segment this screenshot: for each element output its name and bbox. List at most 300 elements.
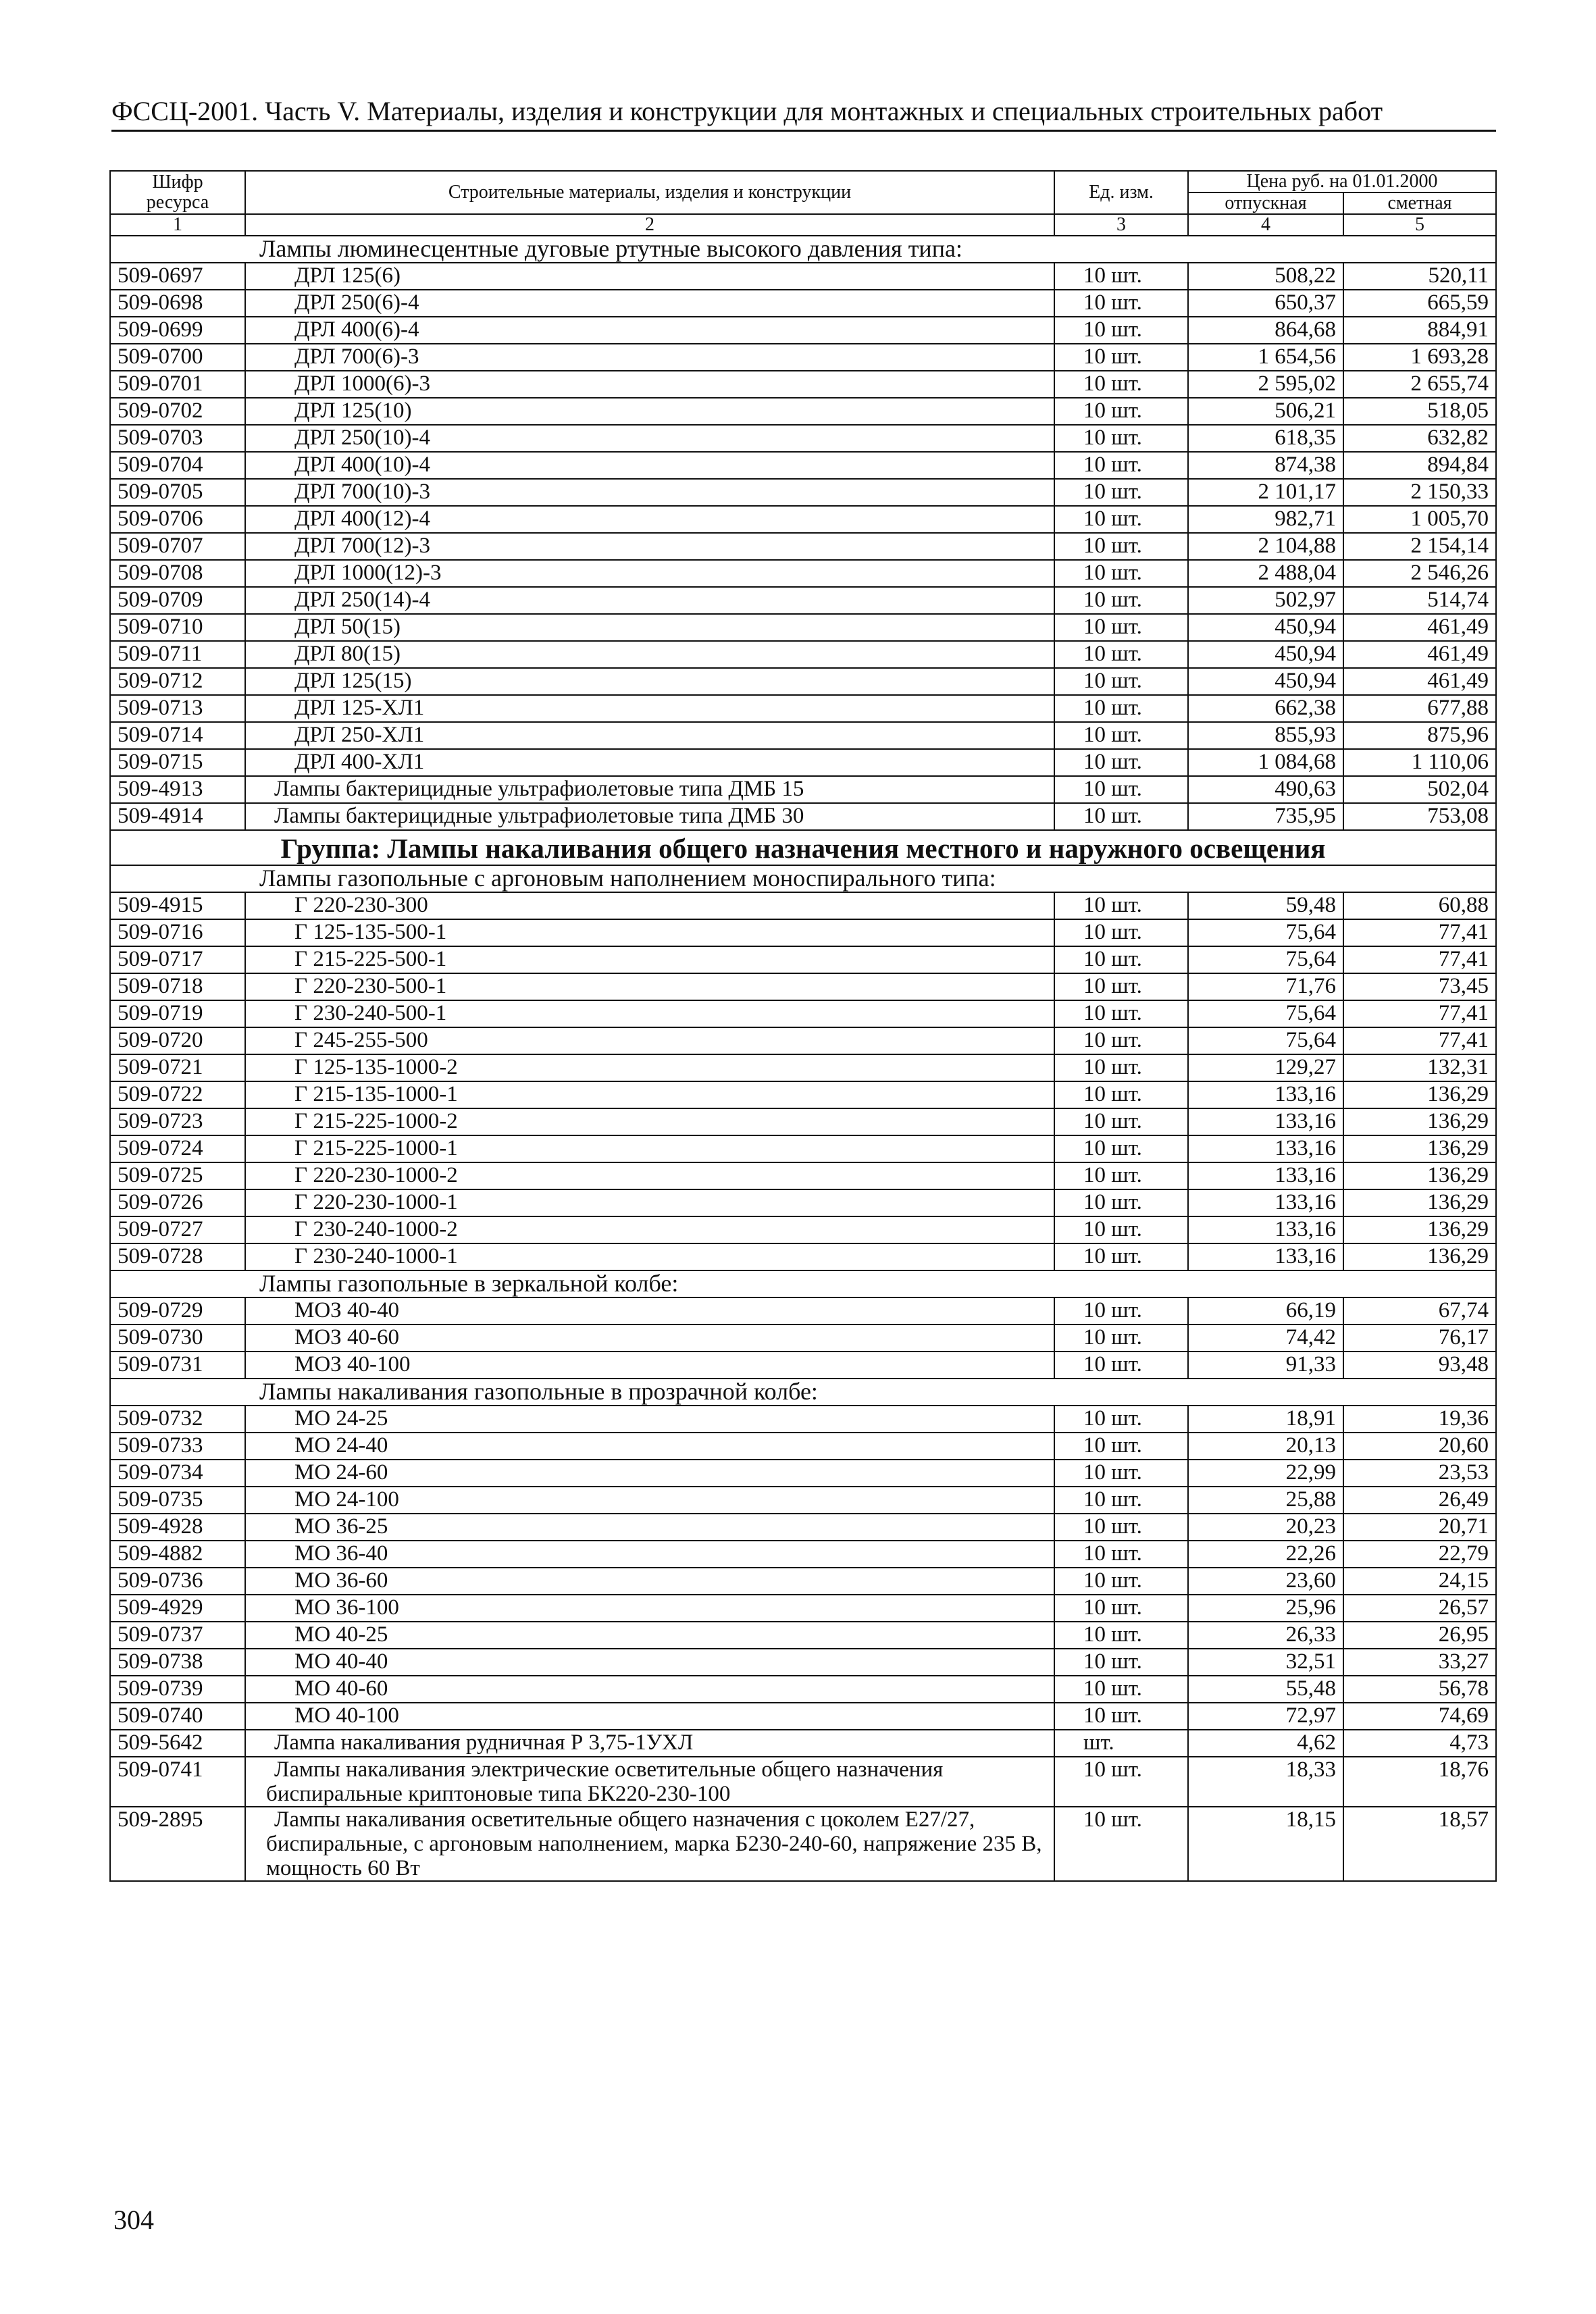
cell-code: 509-0708 (110, 560, 245, 587)
cell-release-price: 26,33 (1188, 1622, 1343, 1649)
cell-release-price: 450,94 (1188, 668, 1343, 695)
cell-code: 509-0710 (110, 614, 245, 641)
cell-release-price: 1 084,68 (1188, 749, 1343, 776)
cell-release-price: 133,16 (1188, 1162, 1343, 1189)
cell-release-price: 618,35 (1188, 425, 1343, 452)
cell-unit: 10 шт. (1054, 1541, 1188, 1568)
table-row (110, 1757, 1496, 1807)
table-row (110, 1216, 1496, 1243)
table-row (110, 1568, 1496, 1595)
cell-code: 509-0729 (110, 1297, 245, 1325)
cell-release-price: 133,16 (1188, 1108, 1343, 1135)
cell-unit: 10 шт. (1054, 1433, 1188, 1460)
cell-unit: 10 шт. (1054, 533, 1188, 560)
cell-unit: 10 шт. (1054, 1297, 1188, 1325)
cell-estimate-price: 136,29 (1343, 1162, 1496, 1189)
cell-release-price: 735,95 (1188, 803, 1343, 830)
cell-unit: 10 шт. (1054, 1027, 1188, 1054)
table-row (110, 749, 1496, 776)
cell-unit: 10 шт. (1054, 1460, 1188, 1487)
cell-unit: 10 шт. (1054, 973, 1188, 1000)
head-name: Строительные материалы, изделия и конструкции (245, 171, 1054, 214)
cell-release-price: 133,16 (1188, 1189, 1343, 1216)
table-row (110, 614, 1496, 641)
cell-release-price: 74,42 (1188, 1325, 1343, 1352)
table-row (110, 1135, 1496, 1162)
cell-release-price: 855,93 (1188, 722, 1343, 749)
table-row (110, 371, 1496, 398)
table-row (110, 1027, 1496, 1054)
cell-estimate-price: 894,84 (1343, 452, 1496, 479)
cell-name: МО 36-40 (245, 1541, 1054, 1568)
cell-code: 509-0697 (110, 263, 245, 290)
cell-estimate-price: 26,49 (1343, 1487, 1496, 1514)
cell-estimate-price: 461,49 (1343, 668, 1496, 695)
cell-unit: 10 шт. (1054, 1649, 1188, 1676)
cell-code: 509-4929 (110, 1595, 245, 1622)
cell-name: ДРЛ 1000(12)-3 (245, 560, 1054, 587)
cell-name (245, 1757, 1054, 1807)
cell-code: 509-0703 (110, 425, 245, 452)
table-row (110, 892, 1496, 919)
cell-estimate-price: 74,69 (1343, 1703, 1496, 1730)
cell-estimate-price: 33,27 (1343, 1649, 1496, 1676)
cell-code: 509-0724 (110, 1135, 245, 1162)
cell-name: ДРЛ 250-ХЛ1 (245, 722, 1054, 749)
cell-name: МО 40-25 (245, 1622, 1054, 1649)
cell-estimate-price: 77,41 (1343, 919, 1496, 946)
cell-code: 509-0707 (110, 533, 245, 560)
cell-code: 509-0698 (110, 290, 245, 317)
cell-name: ДРЛ 125(15) (245, 668, 1054, 695)
cell-name: Г 220-230-500-1 (245, 973, 1054, 1000)
cell-unit: 10 шт. (1054, 1514, 1188, 1541)
cell-code: 509-0734 (110, 1460, 245, 1487)
cell-unit: 10 шт. (1054, 1189, 1188, 1216)
cell-release-price: 874,38 (1188, 452, 1343, 479)
cell-name: ДРЛ 250(14)-4 (245, 587, 1054, 614)
table-row (110, 919, 1496, 946)
cell-estimate-price: 77,41 (1343, 946, 1496, 973)
cell-name: ДРЛ 700(12)-3 (245, 533, 1054, 560)
table-row (110, 479, 1496, 506)
head-num-4: 4 (1188, 214, 1343, 236)
cell-code: 509-0735 (110, 1487, 245, 1514)
cell-code: 509-0720 (110, 1027, 245, 1054)
cell-release-price: 133,16 (1188, 1135, 1343, 1162)
cell-estimate-price: 136,29 (1343, 1108, 1496, 1135)
cell-unit: 10 шт. (1054, 1595, 1188, 1622)
cell-name: ДРЛ 700(6)-3 (245, 344, 1054, 371)
cell-name: ДРЛ 400-ХЛ1 (245, 749, 1054, 776)
cell-code: 509-0723 (110, 1108, 245, 1135)
cell-unit: 10 шт. (1054, 803, 1188, 830)
cell-estimate-price: 1 693,28 (1343, 344, 1496, 371)
cell-code: 509-0733 (110, 1433, 245, 1460)
cell-estimate-price: 2 655,74 (1343, 371, 1496, 398)
cell-name: МО 36-25 (245, 1514, 1054, 1541)
cell-code: 509-0706 (110, 506, 245, 533)
cell-release-price: 982,71 (1188, 506, 1343, 533)
cell-name: ДРЛ 125(10) (245, 398, 1054, 425)
cell-estimate-price: 753,08 (1343, 803, 1496, 830)
table-body (110, 236, 1496, 1881)
cell-name: Г 220-230-1000-1 (245, 1189, 1054, 1216)
section-row (110, 1270, 1496, 1297)
cell-estimate-price: 4,73 (1343, 1730, 1496, 1757)
cell-name: Г 215-135-1000-1 (245, 1081, 1054, 1108)
table-row (110, 1352, 1496, 1379)
cell-code: 509-0716 (110, 919, 245, 946)
cell-release-price: 32,51 (1188, 1649, 1343, 1676)
cell-release-price: 502,97 (1188, 587, 1343, 614)
cell-release-price: 864,68 (1188, 317, 1343, 344)
cell-estimate-price: 20,60 (1343, 1433, 1496, 1460)
table-row (110, 1514, 1496, 1541)
section-title: Лампы накаливания газопольные в прозрачной колбе: (110, 1379, 1496, 1406)
cell-estimate-price: 514,74 (1343, 587, 1496, 614)
cell-estimate-price: 20,71 (1343, 1514, 1496, 1541)
section-row (110, 865, 1496, 892)
cell-name: МО 40-40 (245, 1649, 1054, 1676)
cell-estimate-price: 136,29 (1343, 1243, 1496, 1270)
cell-code: 509-0702 (110, 398, 245, 425)
cell-estimate-price: 26,95 (1343, 1622, 1496, 1649)
cell-estimate-price: 136,29 (1343, 1081, 1496, 1108)
cell-estimate-price: 24,15 (1343, 1568, 1496, 1595)
head-unit: Ед. изм. (1054, 171, 1188, 214)
table-row (110, 398, 1496, 425)
cell-unit: 10 шт. (1054, 1487, 1188, 1514)
cell-code: 509-0731 (110, 1352, 245, 1379)
cell-release-price: 91,33 (1188, 1352, 1343, 1379)
cell-estimate-price: 23,53 (1343, 1460, 1496, 1487)
table-row (110, 641, 1496, 668)
table-row (110, 1406, 1496, 1433)
cell-release-price: 23,60 (1188, 1568, 1343, 1595)
cell-name: ДРЛ 400(6)-4 (245, 317, 1054, 344)
table-row (110, 533, 1496, 560)
cell-code: 509-0732 (110, 1406, 245, 1433)
table-row (110, 1703, 1496, 1730)
cell-release-price: 22,99 (1188, 1460, 1343, 1487)
cell-name: Лампа накаливания рудничная Р 3,75-1УХЛ (245, 1730, 1054, 1757)
section-row (110, 236, 1496, 263)
section-title: Лампы газопольные в зеркальной колбе: (110, 1270, 1496, 1297)
group-title: Группа: Лампы накаливания общего назначения местного и наружного освещения (110, 830, 1496, 865)
table-row (110, 263, 1496, 290)
cell-release-price: 75,64 (1188, 1000, 1343, 1027)
cell-release-price: 490,63 (1188, 776, 1343, 803)
cell-release-price: 133,16 (1188, 1243, 1343, 1270)
cell-unit: 10 шт. (1054, 587, 1188, 614)
cell-estimate-price: 518,05 (1343, 398, 1496, 425)
cell-name: МО 40-60 (245, 1676, 1054, 1703)
cell-estimate-price: 136,29 (1343, 1135, 1496, 1162)
cell-estimate-price: 77,41 (1343, 1000, 1496, 1027)
table-row (110, 1595, 1496, 1622)
cell-code: 509-0739 (110, 1676, 245, 1703)
table-row (110, 1487, 1496, 1514)
cell-code: 509-0725 (110, 1162, 245, 1189)
cell-name: МО 40-100 (245, 1703, 1054, 1730)
cell-estimate-price: 502,04 (1343, 776, 1496, 803)
table-row (110, 1541, 1496, 1568)
cell-estimate-price: 461,49 (1343, 641, 1496, 668)
head-price: Цена руб. на 01.01.2000 (1188, 171, 1496, 192)
cell-release-price: 2 104,88 (1188, 533, 1343, 560)
table-row (110, 1649, 1496, 1676)
cell-unit: 10 шт. (1054, 722, 1188, 749)
cell-name: ДРЛ 80(15) (245, 641, 1054, 668)
table-row (110, 1162, 1496, 1189)
cell-release-price: 72,97 (1188, 1703, 1343, 1730)
cell-code: 509-0712 (110, 668, 245, 695)
cell-estimate-price: 677,88 (1343, 695, 1496, 722)
cell-estimate-price: 136,29 (1343, 1189, 1496, 1216)
cell-release-price: 75,64 (1188, 919, 1343, 946)
cell-name: Г 245-255-500 (245, 1027, 1054, 1054)
cell-code: 509-0700 (110, 344, 245, 371)
cell-unit: 10 шт. (1054, 1757, 1188, 1807)
cell-estimate-price: 22,79 (1343, 1541, 1496, 1568)
cell-estimate-price: 2 150,33 (1343, 479, 1496, 506)
table-row (110, 1807, 1496, 1881)
cell-unit: 10 шт. (1054, 614, 1188, 641)
head-code: Шифр ресурса (110, 171, 245, 214)
cell-name: МОЗ 40-60 (245, 1325, 1054, 1352)
cell-name: Г 215-225-500-1 (245, 946, 1054, 973)
cell-release-price: 450,94 (1188, 641, 1343, 668)
cell-code: 509-5642 (110, 1730, 245, 1757)
cell-estimate-price: 76,17 (1343, 1325, 1496, 1352)
cell-code: 509-0741 (110, 1757, 245, 1807)
cell-unit: 10 шт. (1054, 1676, 1188, 1703)
cell-code: 509-0704 (110, 452, 245, 479)
cell-release-price: 18,33 (1188, 1757, 1343, 1807)
cell-release-price: 506,21 (1188, 398, 1343, 425)
cell-name: Г 230-240-500-1 (245, 1000, 1054, 1027)
cell-code: 509-0728 (110, 1243, 245, 1270)
table-row (110, 1189, 1496, 1216)
table-row (110, 695, 1496, 722)
cell-name: ДРЛ 1000(6)-3 (245, 371, 1054, 398)
cell-release-price: 662,38 (1188, 695, 1343, 722)
cell-name: ДРЛ 125(6) (245, 263, 1054, 290)
cell-code: 509-0722 (110, 1081, 245, 1108)
cell-code: 509-0718 (110, 973, 245, 1000)
cell-unit: 10 шт. (1054, 452, 1188, 479)
table-row (110, 1433, 1496, 1460)
cell-name: МОЗ 40-100 (245, 1352, 1054, 1379)
cell-name (245, 1807, 1054, 1881)
table-row (110, 560, 1496, 587)
cell-name: ДРЛ 250(10)-4 (245, 425, 1054, 452)
cell-estimate-price: 19,36 (1343, 1406, 1496, 1433)
cell-release-price: 75,64 (1188, 946, 1343, 973)
cell-unit: 10 шт. (1054, 1054, 1188, 1081)
cell-unit: 10 шт. (1054, 1135, 1188, 1162)
cell-release-price: 20,13 (1188, 1433, 1343, 1460)
head-num-3: 3 (1054, 214, 1188, 236)
cell-name: Г 215-225-1000-1 (245, 1135, 1054, 1162)
cell-name: ДРЛ 250(6)-4 (245, 290, 1054, 317)
cell-name: МО 36-100 (245, 1595, 1054, 1622)
cell-code: 509-0740 (110, 1703, 245, 1730)
cell-name: Г 230-240-1000-1 (245, 1243, 1054, 1270)
cell-code: 509-4914 (110, 803, 245, 830)
head-num-1: 1 (110, 214, 245, 236)
cell-unit: 10 шт. (1054, 1406, 1188, 1433)
table-row (110, 1622, 1496, 1649)
cell-release-price: 2 101,17 (1188, 479, 1343, 506)
cell-unit: 10 шт. (1054, 506, 1188, 533)
table-row (110, 1460, 1496, 1487)
cell-code: 509-0713 (110, 695, 245, 722)
cell-release-price: 59,48 (1188, 892, 1343, 919)
cell-estimate-price: 18,76 (1343, 1757, 1496, 1807)
table-row (110, 506, 1496, 533)
cell-name: МО 24-40 (245, 1433, 1054, 1460)
cell-name: ДРЛ 125-ХЛ1 (245, 695, 1054, 722)
table-row (110, 452, 1496, 479)
cell-estimate-price: 56,78 (1343, 1676, 1496, 1703)
cell-unit: 10 шт. (1054, 344, 1188, 371)
cell-name: МО 24-25 (245, 1406, 1054, 1433)
cell-release-price: 75,64 (1188, 1027, 1343, 1054)
cell-release-price: 25,96 (1188, 1595, 1343, 1622)
group-row (110, 830, 1496, 865)
cell-unit: 10 шт. (1054, 425, 1188, 452)
head-estimate: сметная (1343, 192, 1496, 214)
table-row (110, 946, 1496, 973)
cell-estimate-price: 2 154,14 (1343, 533, 1496, 560)
table-row (110, 803, 1496, 830)
table-row (110, 587, 1496, 614)
cell-name: Г 125-135-1000-2 (245, 1054, 1054, 1081)
cell-release-price: 55,48 (1188, 1676, 1343, 1703)
head-num-5: 5 (1343, 214, 1496, 236)
cell-unit: 10 шт. (1054, 1162, 1188, 1189)
cell-code: 509-0719 (110, 1000, 245, 1027)
cell-code: 509-4913 (110, 776, 245, 803)
table-row (110, 344, 1496, 371)
cell-release-price: 650,37 (1188, 290, 1343, 317)
table-row (110, 317, 1496, 344)
cell-code: 509-0738 (110, 1649, 245, 1676)
table-row (110, 1108, 1496, 1135)
cell-estimate-price: 2 546,26 (1343, 560, 1496, 587)
cell-code: 509-0711 (110, 641, 245, 668)
table-row (110, 1054, 1496, 1081)
cell-unit: 10 шт. (1054, 263, 1188, 290)
cell-estimate-price: 875,96 (1343, 722, 1496, 749)
table-row (110, 1000, 1496, 1027)
cell-release-price: 129,27 (1188, 1054, 1343, 1081)
cell-code: 509-0714 (110, 722, 245, 749)
cell-unit: 10 шт. (1054, 1703, 1188, 1730)
cell-unit: 10 шт. (1054, 1807, 1188, 1881)
cell-release-price: 1 654,56 (1188, 344, 1343, 371)
cell-name: МО 24-60 (245, 1460, 1054, 1487)
cell-release-price: 25,88 (1188, 1487, 1343, 1514)
cell-code: 509-4928 (110, 1514, 245, 1541)
cell-unit: 10 шт. (1054, 398, 1188, 425)
cell-estimate-price: 136,29 (1343, 1216, 1496, 1243)
cell-release-price: 133,16 (1188, 1081, 1343, 1108)
cell-estimate-price: 18,57 (1343, 1807, 1496, 1881)
cell-name: Лампы бактерицидные ультрафиолетовые типа ДМБ 30 (245, 803, 1054, 830)
table-row (110, 1730, 1496, 1757)
cell-release-price: 18,15 (1188, 1807, 1343, 1881)
head-release: отпускная (1188, 192, 1343, 214)
cell-name: Г 220-230-300 (245, 892, 1054, 919)
cell-release-price: 22,26 (1188, 1541, 1343, 1568)
cell-estimate-price: 67,74 (1343, 1297, 1496, 1325)
cell-estimate-price: 60,88 (1343, 892, 1496, 919)
table-row (110, 1297, 1496, 1325)
table-row (110, 290, 1496, 317)
cell-unit: 10 шт. (1054, 317, 1188, 344)
cell-estimate-price: 632,82 (1343, 425, 1496, 452)
cell-name: МО 36-60 (245, 1568, 1054, 1595)
cell-estimate-price: 1 005,70 (1343, 506, 1496, 533)
cell-code: 509-0726 (110, 1189, 245, 1216)
cell-name: Г 230-240-1000-2 (245, 1216, 1054, 1243)
table-row (110, 973, 1496, 1000)
section-title: Лампы люминесцентные дуговые ртутные высокого давления типа: (110, 236, 1496, 263)
cell-estimate-price: 26,57 (1343, 1595, 1496, 1622)
cell-estimate-price: 93,48 (1343, 1352, 1496, 1379)
table-row (110, 776, 1496, 803)
cell-code: 509-0730 (110, 1325, 245, 1352)
cell-code: 509-0717 (110, 946, 245, 973)
cell-release-price: 508,22 (1188, 263, 1343, 290)
cell-unit: шт. (1054, 1730, 1188, 1757)
cell-release-price: 133,16 (1188, 1216, 1343, 1243)
cell-unit: 10 шт. (1054, 668, 1188, 695)
cell-estimate-price: 77,41 (1343, 1027, 1496, 1054)
cell-unit: 10 шт. (1054, 1081, 1188, 1108)
cell-estimate-price: 132,31 (1343, 1054, 1496, 1081)
cell-name-text: Лампы накаливания электрические осветительные общего назначения биспиральные криптоновые типа БК220-230-100 (266, 1757, 944, 1806)
cell-code: 509-0736 (110, 1568, 245, 1595)
cell-unit: 10 шт. (1054, 749, 1188, 776)
cell-unit: 10 шт. (1054, 1622, 1188, 1649)
price-table (109, 170, 1497, 1882)
page-header: ФССЦ-2001. Часть V. Материалы, изделия и конструкции для монтажных и специальных строительных работ (111, 95, 1496, 132)
section-title: Лампы газопольные с аргоновым наполнением моноспирального типа: (110, 865, 1496, 892)
cell-code: 509-0699 (110, 317, 245, 344)
table-row (110, 1081, 1496, 1108)
cell-code: 509-0709 (110, 587, 245, 614)
table-head (110, 171, 1496, 236)
cell-code: 509-4882 (110, 1541, 245, 1568)
cell-unit: 10 шт. (1054, 1568, 1188, 1595)
cell-unit: 10 шт. (1054, 1243, 1188, 1270)
cell-code: 509-0721 (110, 1054, 245, 1081)
cell-unit: 10 шт. (1054, 892, 1188, 919)
table-row (110, 1243, 1496, 1270)
cell-code: 509-0715 (110, 749, 245, 776)
page-number: 304 (113, 2205, 154, 2235)
cell-unit: 10 шт. (1054, 560, 1188, 587)
cell-code: 509-0701 (110, 371, 245, 398)
section-row (110, 1379, 1496, 1406)
cell-release-price: 71,76 (1188, 973, 1343, 1000)
cell-release-price: 4,62 (1188, 1730, 1343, 1757)
cell-unit: 10 шт. (1054, 641, 1188, 668)
